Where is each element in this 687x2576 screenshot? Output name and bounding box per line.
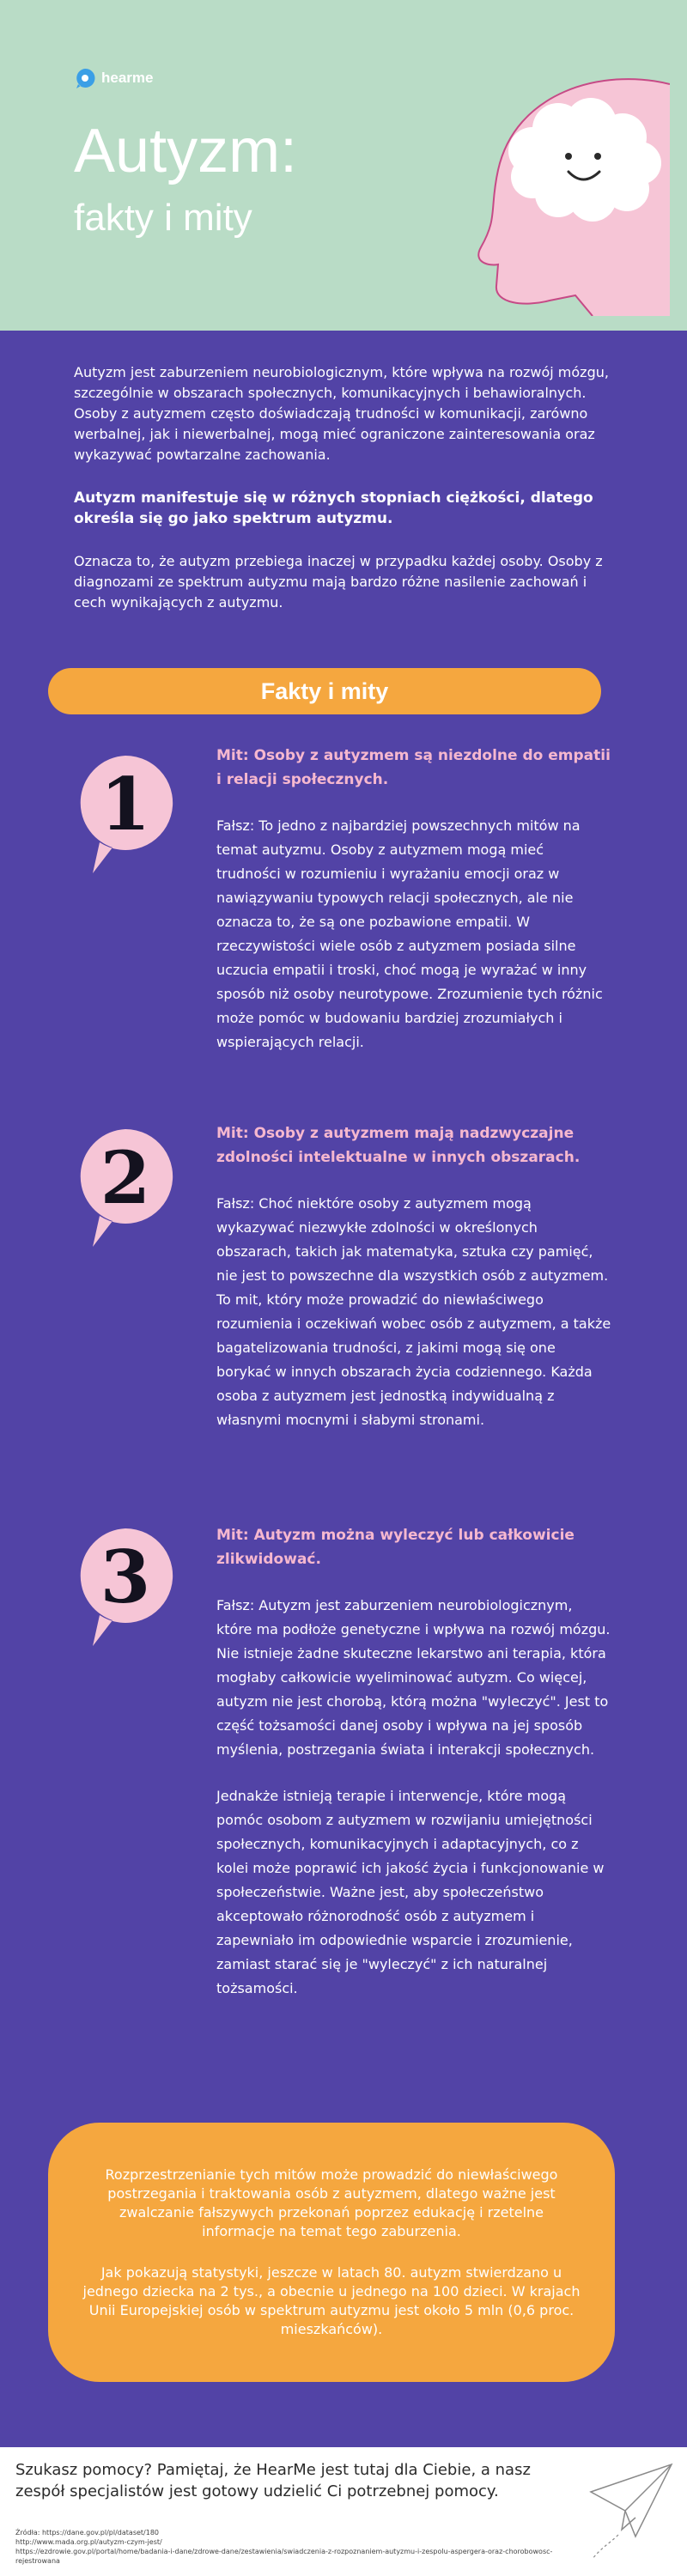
fact-paragraph: Fałsz: Choć niektóre osoby z autyzmem mogą wykazywać niezwykłe zdolności w określonych obszarach, takich jak matematyka, sztuka czy pamięć, nie jest to powszechne dla wszystkich osób z autyzmem. To mit, który może prowadzić do niewłaściwego rozumienia i oczekiwań wobec osób z autyzmem, a także bagatelizowania trudności, z jakimi mogą się one borykać w innych obszarach życia codziennego. Każda osoba z autyzmem jest jednostką indywidualną z własnymi mocnymi i słabymi stronami. — [216, 1195, 611, 1428]
source-link[interactable]: https://ezdrowie.gov.pl/portal/home/badania-i-dane/zdrowe-dane/zestawienia/swiadczenia-z-rozpoznaniem-autyzmu-i-zespolu-aspergera-oraz-chorobowosc- — [15, 2548, 553, 2555]
footer — [0, 2447, 687, 2576]
intro-highlight: Autyzm manifestuje się w różnych stopniach ciężkości, dlatego określa się go jako spektrum autyzmu. — [74, 489, 593, 527]
myth-heading: Mit: Osoby z autyzmem są niezdolne do empatii i relacji społecznych. — [216, 747, 611, 788]
intro-paragraph: Oznacza to, że autyzm przebiega inaczej w przypadku każdej osoby. Osoby z diagnozami ze spektrum autyzmu mają bardzo różne nasilenie zachowań i cech wynikających z autyzmu. — [74, 553, 603, 611]
fact-paragraph: Fałsz: Autyzm jest zaburzeniem neurobiologicznym, które ma podłoże genetyczne i wpływa na rozwój mózgu. Nie istnieje żadne skuteczne lekarstwo ani terapia, która mogłaby całkowicie wyeliminować autyzm. Co więcej, autyzm nie jest chorobą, którą można "wyleczyć". Jest to część tożsamości danej osoby i wpływa na jej sposób myślenia, postrzegania świata i interakcji społecznych. — [216, 1597, 611, 1758]
myth-heading: Mit: Autyzm można wyleczyć lub całkowicie zlikwidować. — [216, 1527, 575, 1568]
intro-paragraph: Autyzm jest zaburzeniem neurobiologicznym, które wpływa na rozwój mózgu, szczególnie w obszarach społecznych, komunikacyjnych i behawioralnych. Osoby z autyzmem często doświadczają trudności w komunikacji, zarówno werbalnej, jak i niewerbalnej, mogą mieć ograniczone zainteresowania oraz wykazywać powtarzalne zachowania. — [74, 364, 609, 463]
page-subtitle: fakty i mity — [74, 197, 252, 239]
fact-paragraph: Fałsz: To jedno z najbardziej powszechnych mitów na temat autyzmu. Osoby z autyzmem mogą mieć trudności w rozumieniu i wyrażaniu emocji oraz w nawiązywaniu typowych relacji społecznych, ale nie oznacza to, że są one pozbawione empatii. W rzeczywistości wiele osób z autyzmem posiada silne uczucia empatii i troski, choć mogą je wyrażać w inny sposób niż osoby neurotypowe. Zrozumienie tych różnic może pomóc w budowaniu bardziej zrozumiałych i wspierających relacji. — [216, 817, 603, 1050]
summary-paragraph: Jak pokazują statystyki, jeszcze w latach 80. autyzm stwierdzano u jednego dziecka na 2 tys., a obecnie u jednego na 100 dzieci. W krajach Unii Europejskiej osób w spektrum autyzmu jest około 5 mln (0,6 proc. mieszkańców). — [82, 2264, 581, 2337]
intro-section — [74, 362, 615, 635]
fact-3-text — [216, 1523, 611, 2023]
fact-2-text — [216, 1121, 611, 1455]
fact-paragraph: Jednakże istnieją terapie i interwencje, które mogą pomóc osobom z autyzmem w rozwijaniu umiejętności społecznych, komunikacyjnych i adaptacyjnych, co z kolei może poprawić ich jakość życia i funkcjonowanie w społeczeństwie. Ważne jest, aby społeczeństwo akceptowało różnorodność osób z autyzmem i zapewniało im odpowiednie wsparcie i zrozumienie, zamiast starać się je "wyleczyć" z ich naturalnej tożsamości. — [216, 1788, 605, 1996]
number-bubble-3 — [74, 1524, 177, 1653]
source-item: Źródła: https://dane.gov.pl/pl/dataset/180 — [15, 2529, 160, 2537]
smiling-head-illustration — [464, 67, 670, 316]
brand-logo[interactable] — [74, 67, 153, 89]
summary-box — [48, 2123, 615, 2382]
hearme-logo-icon — [74, 67, 96, 89]
section-title-banner: Fakty i mity — [48, 668, 601, 714]
brand-name: hearme — [101, 70, 154, 86]
header — [0, 0, 687, 331]
sources-list — [15, 2528, 617, 2566]
fact-number: 2 — [100, 1135, 151, 1220]
summary-paragraph: Rozprzestrzenianie tych mitów może prowadzić do niewłaściwego postrzegania i traktowania osób z autyzmem, dlatego ważne jest zwalczanie fałszywych przekonań poprzez edukację i rzetelne informacje na temat tego zaburzenia. — [105, 2166, 558, 2239]
footer-help-text: Szukasz pomocy? Pamiętaj, że HearMe jest tutaj dla Ciebie, a nasz zespół specjalistów jest gotowy udzielić Ci potrzebnej pomocy. — [15, 2461, 531, 2500]
fact-number: 3 — [100, 1534, 151, 1619]
number-bubble-1 — [74, 751, 177, 880]
number-bubble-2 — [74, 1125, 177, 1254]
fact-number: 1 — [100, 762, 151, 847]
paper-plane-icon — [584, 2458, 678, 2561]
source-item: rejestrowana — [15, 2557, 60, 2565]
source-link[interactable]: http://www.mada.org.pl/autyzm-czym-jest/ — [15, 2538, 162, 2546]
page-title: Autyzm: — [74, 117, 298, 185]
fact-1-text — [216, 744, 611, 1077]
myth-heading: Mit: Osoby z autyzmem mają nadzwyczajne zdolności intelektualne w innych obszarach. — [216, 1125, 581, 1166]
